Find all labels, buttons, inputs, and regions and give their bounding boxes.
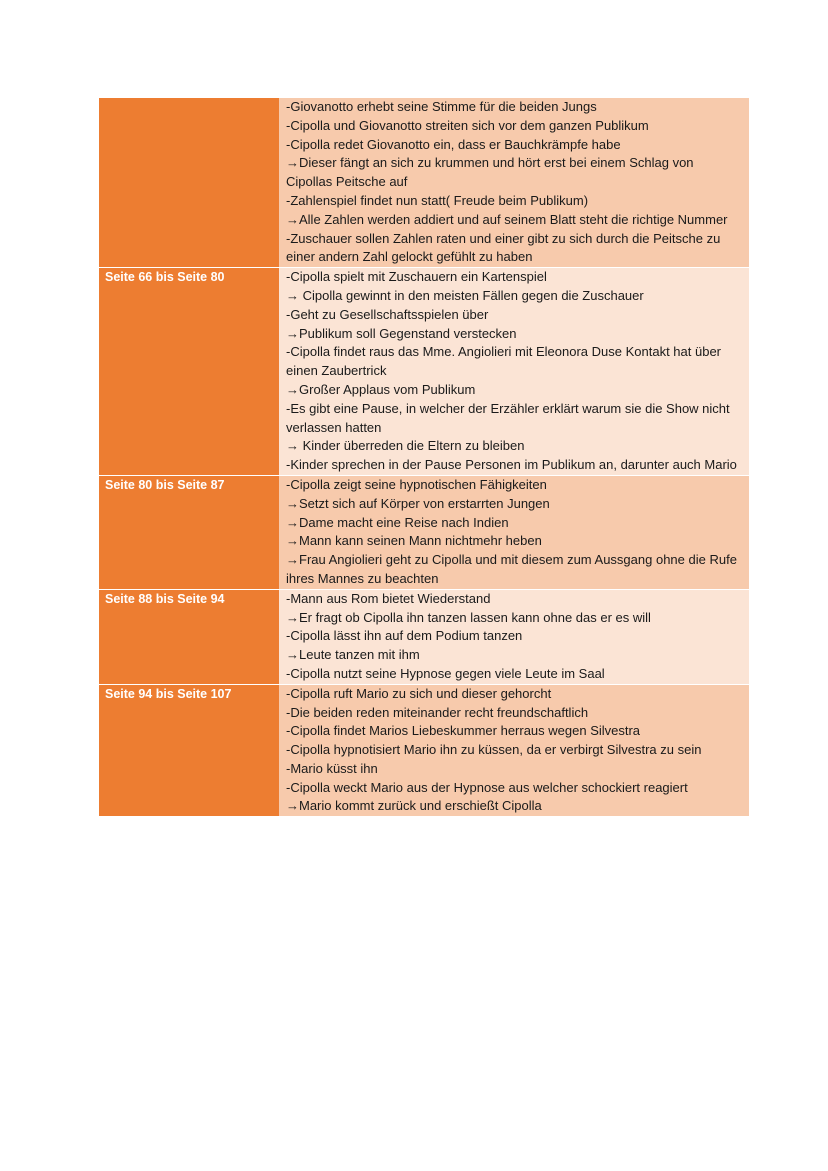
summary-line: -Giovanotto erhebt seine Stimme für die beiden Jungs <box>286 99 597 114</box>
summary-line: →Dieser fängt an sich zu krummen und hört erst bei einem Schlag von Cipollas Peitsche auf <box>286 155 694 190</box>
summary-cell <box>279 98 749 268</box>
page-range-cell <box>99 98 279 268</box>
summary-line: →Mario kommt zurück und erschießt Cipolla <box>286 798 542 814</box>
summary-line: -Die beiden reden miteinander recht freundschaftlich <box>286 704 589 720</box>
table-row <box>99 589 749 684</box>
summary-line: -Mann aus Rom bietet Wiederstand <box>286 590 491 606</box>
summary-line: -Geht zu Gesellschaftsspielen über <box>286 306 489 322</box>
summary-line: → Cipolla gewinnt in den meisten Fällen gegen die Zuschauer <box>286 287 644 303</box>
chapter-summary-table <box>99 98 749 816</box>
summary-line: →Er fragt ob Cipolla ihn tanzen lassen kann ohne das er es will <box>286 609 651 625</box>
summary-line: -Cipolla nutzt seine Hypnose gegen viele Leute im Saal <box>286 665 605 681</box>
summary-line: →Alle Zahlen werden addiert und auf seinem Blatt steht die richtige Nummer <box>286 211 728 227</box>
summary-line: →Leute tanzen mit ihm <box>286 647 420 663</box>
page-range-cell: Seite 94 bis Seite 107 <box>99 684 279 816</box>
summary-line: -Es gibt eine Pause, in welcher der Erzähler erklärt warum sie die Show nicht verlassen hatten <box>286 400 730 435</box>
table-row <box>99 98 749 268</box>
page-range-cell: Seite 80 bis Seite 87 <box>99 475 279 589</box>
summary-line: -Cipolla hypnotisiert Mario ihn zu küssen, da er verbirgt Silvestra zu sein <box>286 742 702 758</box>
summary-line: →Mann kann seinen Mann nichtmehr heben <box>286 533 542 549</box>
table-row <box>99 268 749 476</box>
summary-cell <box>279 684 749 816</box>
summary-line: -Mario küsst ihn <box>286 760 378 776</box>
summary-cell <box>279 589 749 684</box>
summary-line: →Dame macht eine Reise nach Indien <box>286 514 509 530</box>
summary-cell <box>279 268 749 476</box>
summary-line: -Cipolla weckt Mario aus der Hypnose aus welcher schockiert reagiert <box>286 779 688 795</box>
summary-line: -Cipolla findet raus das Mme. Angiolieri mit Eleonora Duse Kontakt hat über einen Zaubertrick <box>286 344 721 379</box>
summary-line: -Zahlenspiel findet nun statt( Freude beim Publikum) <box>286 192 589 208</box>
summary-line: →Publikum soll Gegenstand verstecken <box>286 325 517 341</box>
page-range-cell: Seite 66 bis Seite 80 <box>99 268 279 476</box>
summary-line: →Frau Angiolieri geht zu Cipolla und mit diesem zum Aussgang ohne die Rufe ihres Mannes zu beachten <box>286 552 737 586</box>
summary-line: → Kinder überreden die Eltern zu bleiben <box>286 438 525 454</box>
summary-line: -Kinder sprechen in der Pause Personen im Publikum an, darunter auch Mario <box>286 457 737 473</box>
summary-line: -Cipolla redet Giovanotto ein, dass er Bauchkrämpfe habe <box>286 136 621 152</box>
summary-line: -Cipolla spielt mit Zuschauern ein Kartenspiel <box>286 269 547 285</box>
table-row <box>99 684 749 816</box>
table-row <box>99 475 749 589</box>
summary-line: -Cipolla findet Marios Liebeskummer herraus wegen Silvestra <box>286 723 641 739</box>
page-range-cell: Seite 88 bis Seite 94 <box>99 589 279 684</box>
summary-line: →Großer Applaus vom Publikum <box>286 381 476 397</box>
summary-line: -Cipolla zeigt seine hypnotischen Fähigkeiten <box>286 476 547 492</box>
summary-line: -Cipolla ruft Mario zu sich und dieser gehorcht <box>286 685 552 701</box>
summary-line: →Setzt sich auf Körper von erstarrten Jungen <box>286 495 550 511</box>
summary-line: -Cipolla lässt ihn auf dem Podium tanzen <box>286 628 523 644</box>
summary-cell <box>279 475 749 589</box>
table-body <box>99 98 749 816</box>
summary-line: -Zuschauer sollen Zahlen raten und einer gibt zu sich durch die Peitsche zu einer andern Zahl gelockt gefühlt zu haben <box>286 230 721 265</box>
summary-line: -Cipolla und Giovanotto streiten sich vor dem ganzen Publikum <box>286 117 649 133</box>
